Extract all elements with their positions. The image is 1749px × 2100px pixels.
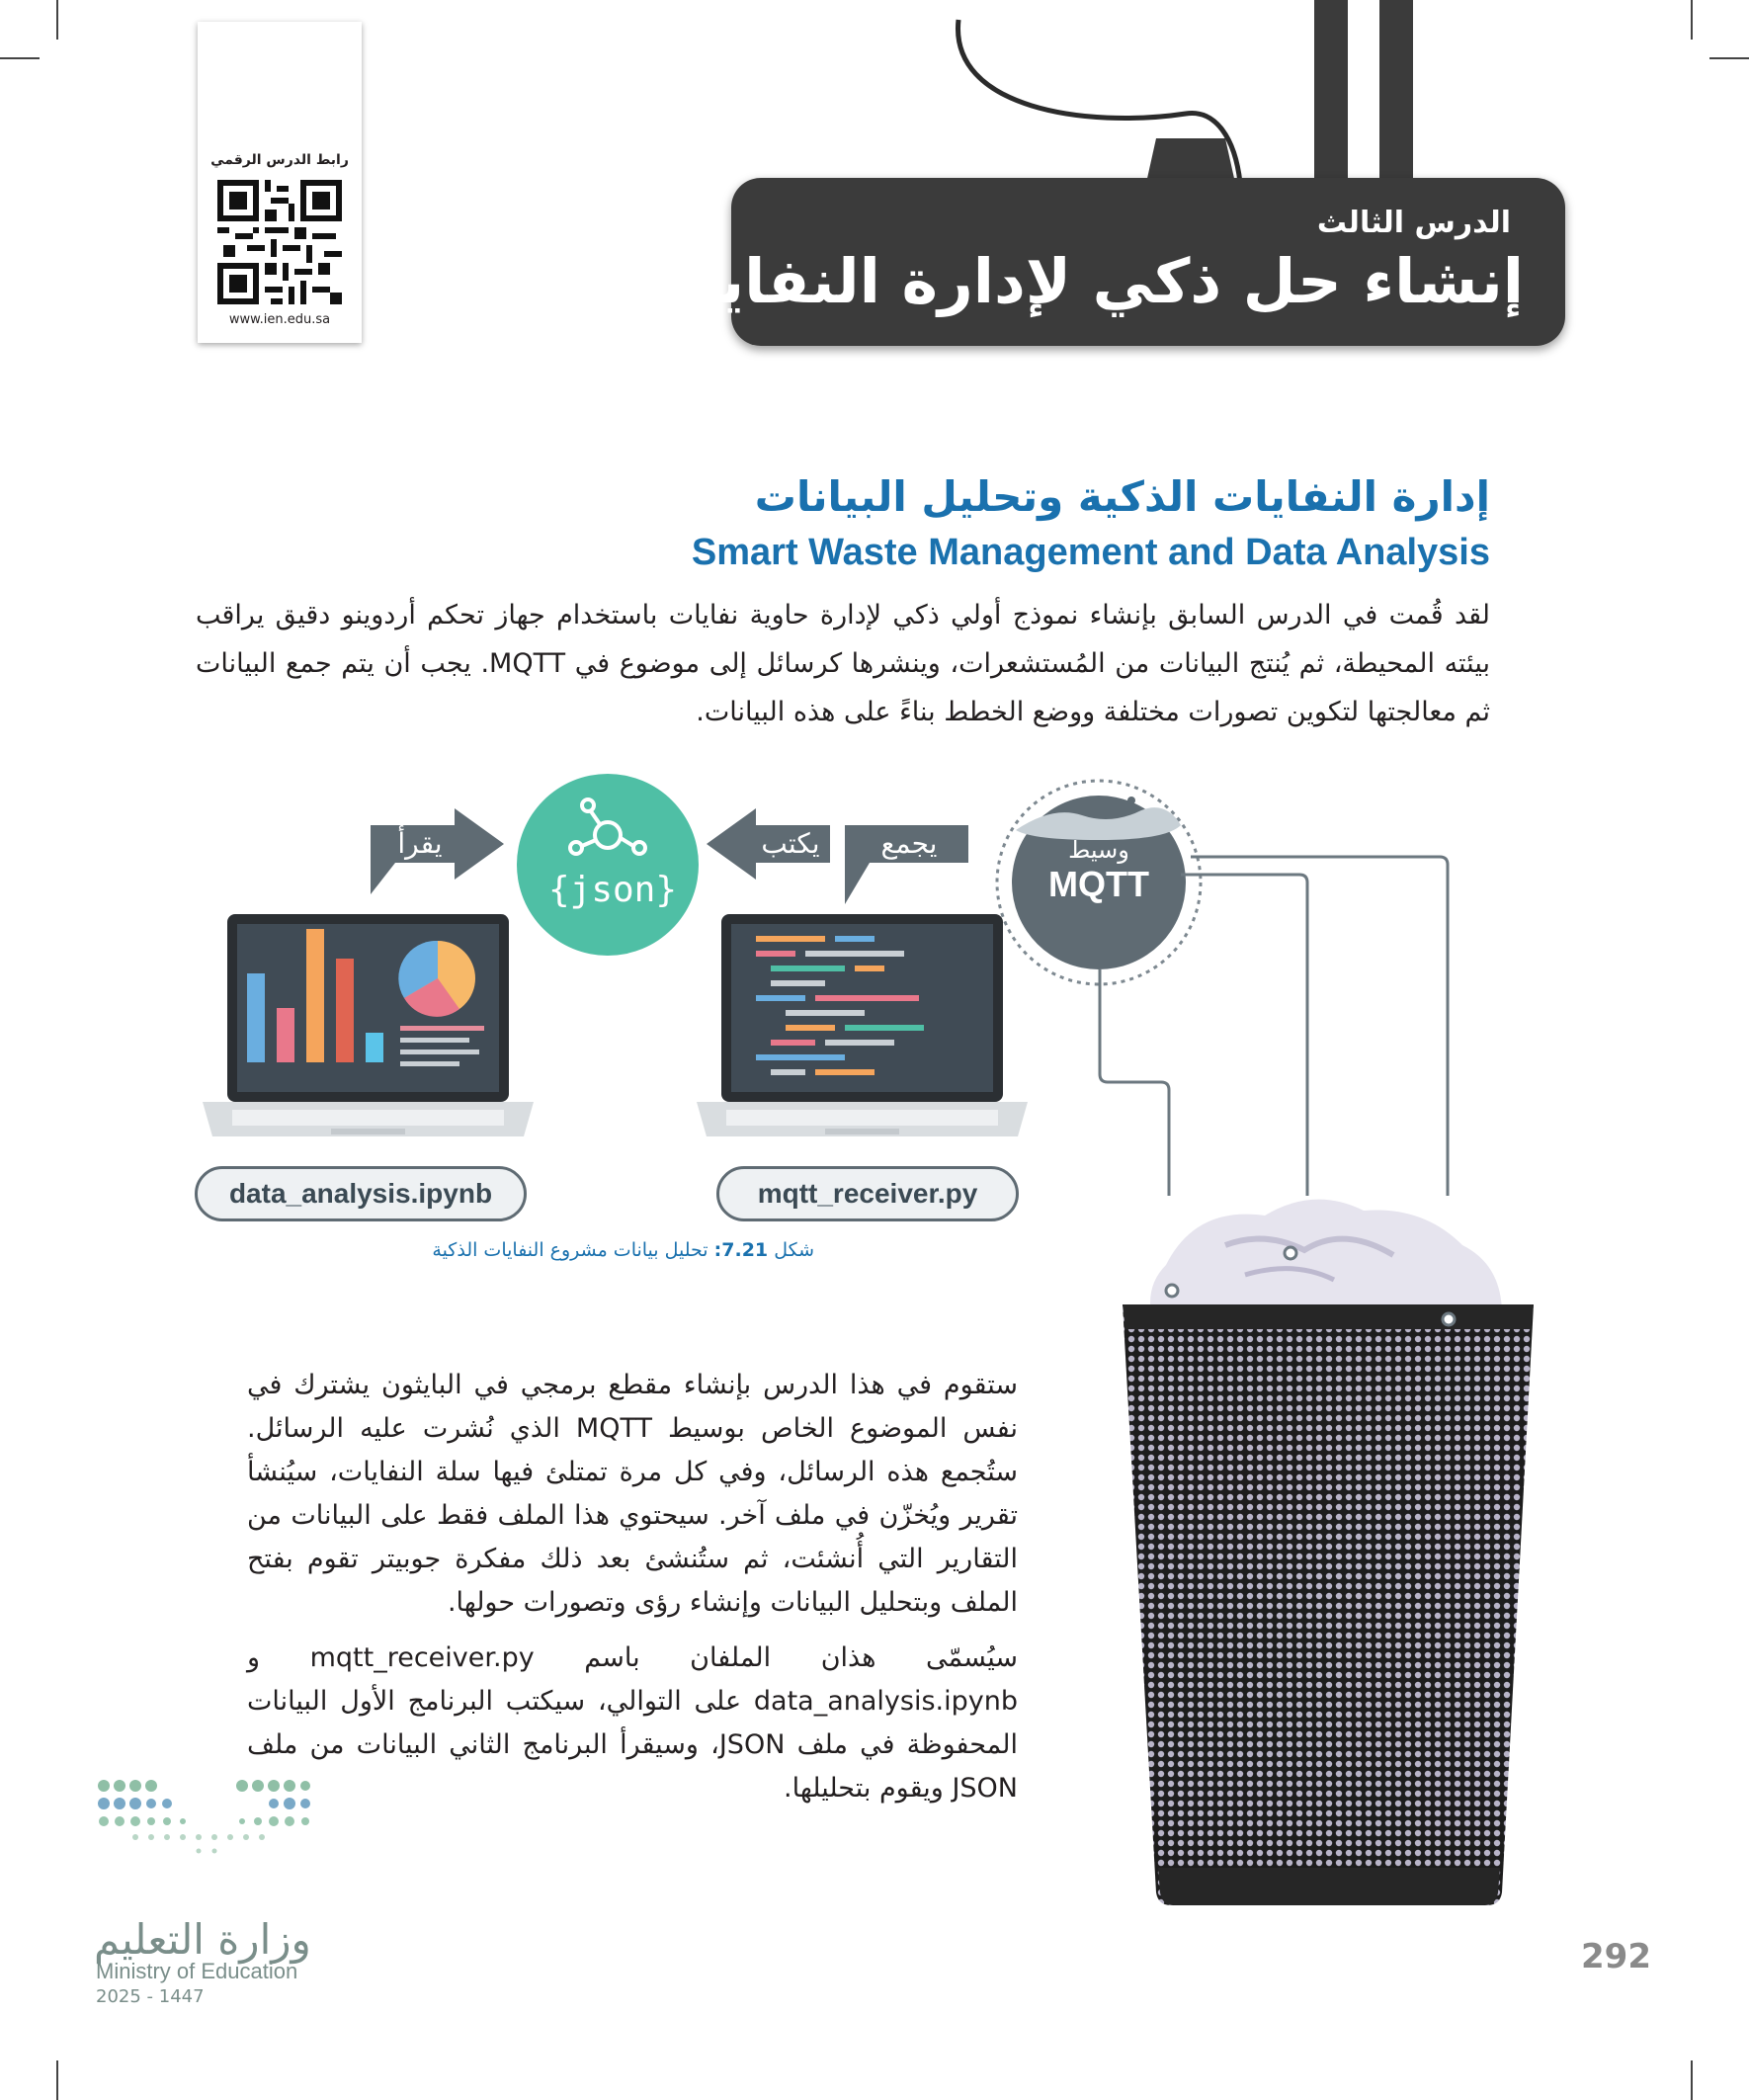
trash-bin-illustration bbox=[1107, 1186, 1551, 1917]
qr-label: رابط الدرس الرقمي bbox=[210, 152, 349, 168]
section-title-ar: إدارة النفايات الذكية وتحليل البيانات bbox=[754, 472, 1490, 521]
crop-mark bbox=[1691, 2060, 1693, 2100]
broker-label-en: MQTT bbox=[1048, 864, 1149, 904]
caption-text: تحليل بيانات مشروع النفايات الذكية bbox=[432, 1239, 708, 1261]
file-pill-receiver: mqtt_receiver.py bbox=[716, 1166, 1019, 1221]
json-label: {json} bbox=[547, 870, 678, 910]
figure-caption bbox=[432, 1239, 814, 1261]
caption-prefix: شكل bbox=[774, 1239, 814, 1261]
receiver-laptop-icon bbox=[697, 914, 1028, 1136]
body-paragraph-2: سيُسمّى هذان الملفان باسم mqtt_receiver.py و data_analysis.ipynb على التوالي، سيكتب البرنامج الأول البيانات المحفوظة في ملف JSON، وسيقرأ البرنامج الثاني البيانات من ملف JSON ويقوم بتحليلها. bbox=[247, 1642, 1018, 1804]
collect-arrow-label: يجمع bbox=[880, 827, 938, 860]
body-paragraph-1: ستقوم في هذا الدرس بإنشاء مقطع برمجي في البايثون يشترك في نفس الموضوع الخاص بوسيط MQTT الذي نُشرت عليه الرسائل. ستُجمع هذه الرسائل، وفي كل مرة تمتلئ فيها سلة النفايات، سيُنشأ تقرير ويُخزّن في ملف آخر. سيحتوي هذا الملف فقط على البيانات من التقارير التي أُنشئت، ثم ستُنشئ بعد ذلك مفكرة جوبيتر تقوم بفتح الملف وبتحليل البيانات وإنشاء رؤى وتصورات حولها. bbox=[247, 1370, 1018, 1618]
ministry-name-en: Ministry of Education bbox=[96, 1959, 298, 1983]
crop-mark bbox=[0, 57, 40, 59]
section-title-en: Smart Waste Management and Data Analysis bbox=[691, 532, 1490, 573]
crop-mark bbox=[1691, 0, 1693, 40]
crop-mark bbox=[56, 2060, 58, 2100]
broker-label-ar: وسيط bbox=[1068, 836, 1129, 864]
qr-code-icon[interactable] bbox=[217, 180, 342, 304]
lesson-title: إنشاء حل ذكي لإدارة النفايات bbox=[636, 245, 1524, 317]
lesson-body bbox=[247, 1364, 1018, 1822]
ministry-logo-icon bbox=[94, 1774, 311, 1902]
qr-card[interactable] bbox=[198, 22, 362, 343]
read-arrow-label: يقرأ bbox=[397, 827, 443, 860]
page-number: 292 bbox=[1581, 1937, 1651, 1976]
connector-line bbox=[1100, 969, 1169, 1196]
ministry-name-ar: وزارة التعليم bbox=[94, 1915, 311, 1964]
file-pill-analysis: data_analysis.ipynb bbox=[195, 1166, 527, 1221]
crop-mark bbox=[56, 0, 58, 40]
analysis-laptop-icon bbox=[203, 914, 534, 1136]
write-arrow-label: يكتب bbox=[761, 827, 820, 860]
connector-line bbox=[1191, 857, 1448, 1196]
caption-number: 7.21: bbox=[713, 1239, 769, 1261]
intro-paragraph: لقد قُمت في الدرس السابق بإنشاء نموذج أولي ذكي لإدارة حاوية نفايات باستخدام جهاز تحكم أردوينو دقيق يراقب بيئته المحيطة، ثم يُنتج البيانات من المُستشعرات، وينشرها كرسائل إلى موضوع في MQTT. يجب أن يتم جمع البيانات ثم معالجتها لتكوين تصورات مختلفة ووضع الخطط بناءً على هذه البيانات. bbox=[196, 600, 1490, 727]
banner-hanger bbox=[889, 0, 1443, 183]
qr-url[interactable]: www.ien.edu.sa bbox=[228, 312, 331, 327]
lesson-number: الدرس الثالث bbox=[1316, 206, 1511, 240]
crop-mark bbox=[1709, 57, 1749, 59]
lesson-banner bbox=[636, 178, 1565, 346]
connector-line bbox=[1181, 875, 1307, 1196]
json-icon bbox=[517, 774, 699, 956]
academic-year: 2025 - 1447 bbox=[96, 1986, 205, 2007]
